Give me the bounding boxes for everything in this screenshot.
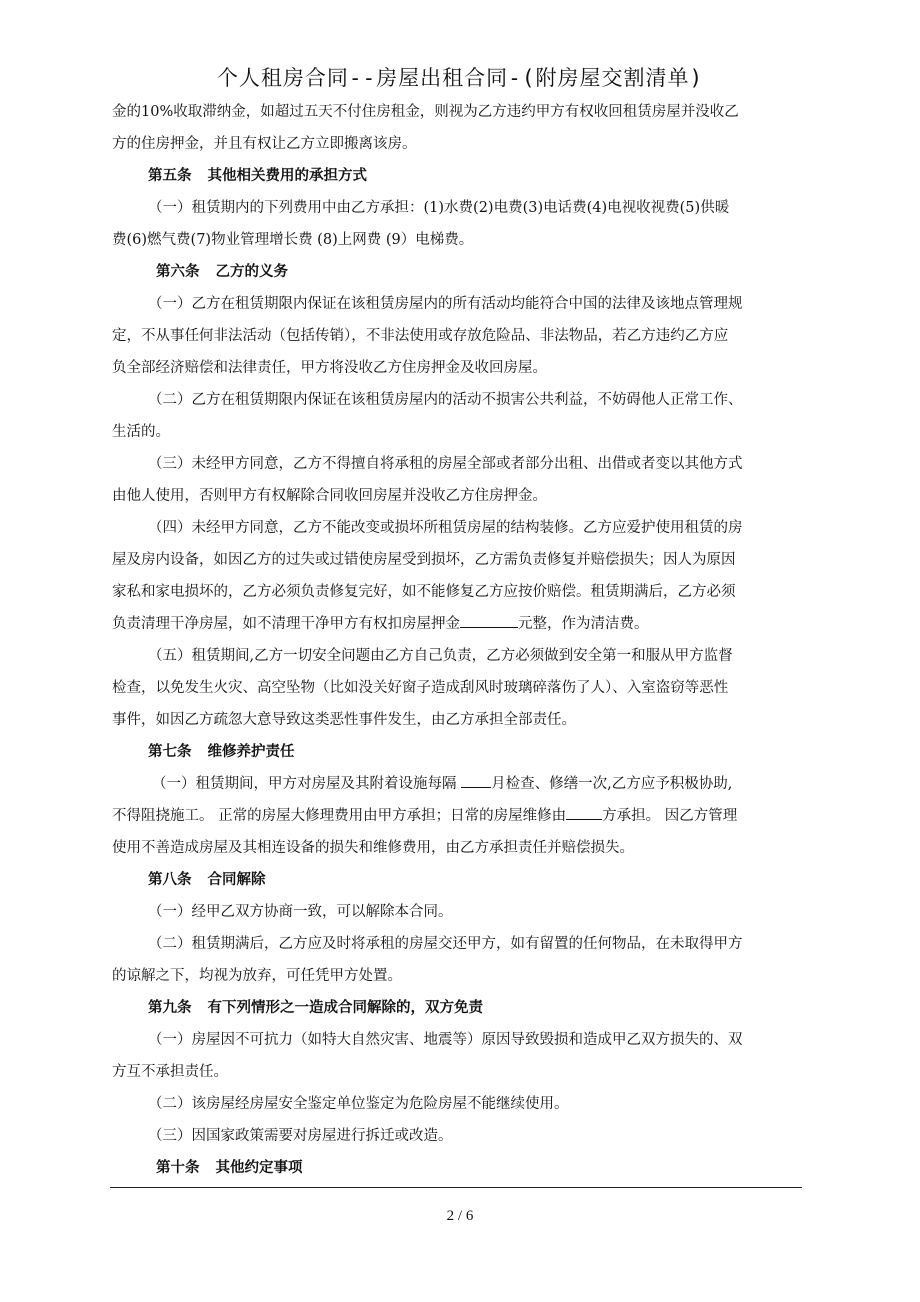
- text-segment: 负责清理干净房屋，如不清理干净甲方有权扣房屋押金: [112, 616, 460, 632]
- paragraph-line: （二）该房屋经房屋安全鉴定单位鉴定为危险房屋不能继续使用。: [148, 1096, 569, 1112]
- paragraph-line: （二）乙方在租赁期限内保证在该租赁房屋内的活动不损害公共利益，不妨碍他人正常工作、: [148, 392, 743, 408]
- paragraph-line: 金的10%收取滞纳金，如超过五天不付住房租金，则视为乙方违约甲方有权收回租赁房屋并没收乙: [112, 104, 739, 120]
- paragraph-line-with-blank: [112, 768, 810, 800]
- paragraph-line: （三）因国家政策需要对房屋进行拆迁或改造。: [148, 1128, 453, 1144]
- text-segment: 月检查、修缮一次,乙方应予积极协助,: [491, 776, 733, 792]
- article-6-heading: [112, 256, 810, 288]
- article-title: 乙方的义务: [215, 264, 288, 280]
- paragraph-line: 屋及房内设备，如因乙方的过失或过错使房屋受到损坏，乙方需负责修复并赔偿损失；因人为原因: [112, 552, 736, 568]
- paragraph-line-with-blank: [112, 608, 810, 640]
- paragraph-line: （一）房屋因不可抗力（如特大自然灾害、地震等）原因导致毁损和造成甲乙双方损失的、双: [148, 1032, 743, 1048]
- text-segment: （一）租赁期间，甲方对房屋及其附着设施每隔: [152, 776, 462, 792]
- fill-in-blank[interactable]: [461, 773, 491, 788]
- footer-divider: [110, 1187, 802, 1188]
- paragraph-line: 家私和家电损坏的，乙方必须负责修复完好，如不能修复乙方应按价赔偿。租赁期满后，乙方必须: [112, 584, 736, 600]
- paragraph-line-with-blank: [112, 800, 810, 832]
- paragraph-line: （三）未经甲方同意，乙方不得擅自将承租的房屋全部或者部分出租、出借或者变以其他方式: [148, 456, 743, 472]
- article-number: 第五条: [148, 168, 192, 184]
- paragraph-line: 使用不善造成房屋及其相连设备的损失和维修费用，由乙方承担责任并赔偿损失。: [112, 840, 634, 856]
- paragraph-line: （二）租赁期满后，乙方应及时将承租的房屋交还甲方，如有留置的任何物品，在未取得甲方: [148, 936, 743, 952]
- contract-body: [112, 96, 810, 1184]
- paragraph-line: （五）租赁期间,乙方一切安全问题由乙方自己负责，乙方必须做到安全第一和服从甲方监督: [148, 648, 733, 664]
- paragraph-line: 方的住房押金，并且有权让乙方立即搬离该房。: [112, 136, 417, 152]
- article-10-heading: [112, 1152, 810, 1184]
- article-9-heading: [112, 992, 810, 1024]
- paragraph-line: 费(6)燃气费(7)物业管理增长费 (8)上网费 (9）电梯费。: [112, 232, 474, 248]
- page-number: 2 / 6: [446, 1208, 474, 1224]
- article-number: 第七条: [148, 744, 192, 760]
- article-title: 其他相关费用的承担方式: [207, 168, 367, 184]
- article-number: 第十条: [156, 1160, 200, 1176]
- fill-in-blank[interactable]: [566, 805, 602, 820]
- paragraph-line: 事件，如因乙方疏忽大意导致这类恶性事件发生，由乙方承担全部责任。: [112, 712, 576, 728]
- article-number: 第六条: [156, 264, 200, 280]
- paragraph-line: 检查，以免发生火灾、高空坠物（比如没关好窗子造成刮风时玻璃碎落伤了人）、入室盗窃等恶性: [112, 680, 729, 696]
- text-segment: 方承担。 因乙方管理: [602, 808, 738, 824]
- page-header-title: 个人租房合同--房屋出租合同-(附房屋交割清单): [216, 66, 704, 90]
- article-7-heading: [112, 736, 810, 768]
- article-title: 合同解除: [207, 872, 266, 888]
- paragraph-line: 定，不从事任何非法活动（包括传销），不非法使用或存放危险品、非法物品，若乙方违约乙方应: [112, 328, 729, 344]
- text-segment: 不得阻挠施工。 正常的房屋大修理费用由甲方承担；日常的房屋维修由: [112, 808, 567, 824]
- paragraph-line: 生活的。: [112, 424, 170, 440]
- article-number: 第九条: [148, 1000, 192, 1016]
- paragraph-line: （一）经甲乙双方协商一致，可以解除本合同。: [148, 904, 453, 920]
- paragraph-line: 由他人使用，否则甲方有权解除合同收回房屋并没收乙方住房押金。: [112, 488, 547, 504]
- paragraph-line: （一）租赁期内的下列费用中由乙方承担：(1)水费(2)电费(3)电话费(4)电视收视费(5)供暖: [148, 200, 730, 216]
- article-8-heading: [112, 864, 810, 896]
- article-title: 其他约定事项: [215, 1160, 303, 1176]
- paragraph-line: 负全部经济赔偿和法律责任，甲方将没收乙方住房押金及收回房屋。: [112, 360, 547, 376]
- paragraph-line: 的谅解之下，均视为放弃，可任凭甲方处置。: [112, 968, 402, 984]
- paragraph-line: （一）乙方在租赁期限内保证在该租赁房屋内的所有活动均能符合中国的法律及该地点管理规: [148, 296, 743, 312]
- text-segment: 元整，作为清洁费。: [518, 616, 649, 632]
- paragraph-line: （四）未经甲方同意，乙方不能改变或损坏所租赁房屋的结构装修。乙方应爱护使用租赁的房: [148, 520, 743, 536]
- article-5-heading: [112, 160, 810, 192]
- article-number: 第八条: [148, 872, 192, 888]
- fill-in-blank[interactable]: [460, 613, 518, 628]
- paragraph-line: 方互不承担责任。: [112, 1064, 228, 1080]
- article-title: 维修养护责任: [207, 744, 295, 760]
- article-title: 有下列情形之一造成合同解除的，双方免责: [207, 1000, 483, 1016]
